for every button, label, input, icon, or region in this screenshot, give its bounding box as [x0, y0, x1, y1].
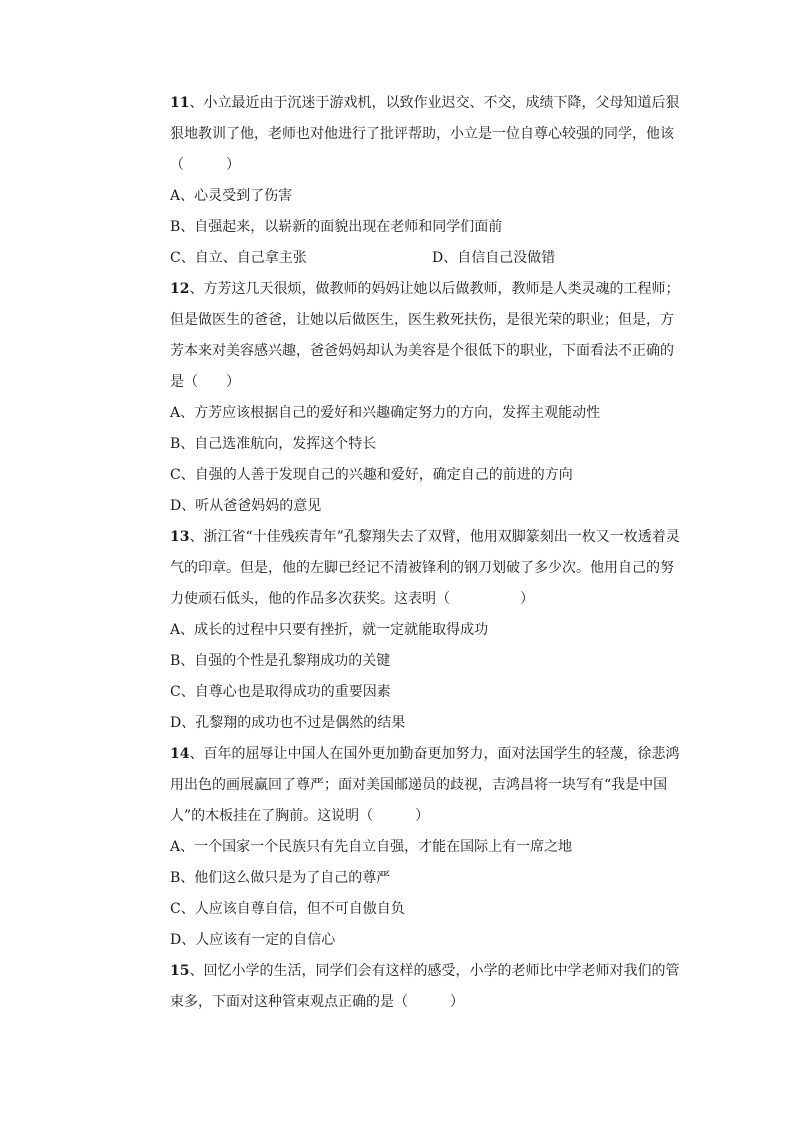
option-c: C、自强的人善于发现自己的兴趣和爱好，确定自己的前进的方向: [170, 467, 573, 483]
document-page: [170, 88, 680, 1018]
option-a: A、一个国家一个民族只有先自立自强，才能在国际上有一席之地: [170, 839, 573, 855]
question-11: [170, 88, 680, 274]
question-13: [170, 522, 680, 739]
option-row: [170, 243, 680, 274]
question-number: 15: [170, 963, 190, 979]
question-number: 13: [170, 529, 190, 545]
question-text: 、回忆小学的生活，同学们会有这样的感受，小学的老师比中学老师对我们的管束多，下面对这种管束观点正确的是（ ）: [170, 963, 680, 1010]
question-15: [170, 956, 680, 1018]
question-stem: [170, 88, 680, 181]
question-number: 12: [170, 281, 190, 297]
option-b: B、自己选准航向，发挥这个特长: [170, 436, 377, 452]
question-14: [170, 739, 680, 956]
option-a: A、成长的过程中只要有挫折，就一定就能取得成功: [170, 622, 489, 638]
option-c: C、自立、自己拿主张: [170, 250, 307, 266]
option-a: A、心灵受到了伤害: [170, 188, 293, 204]
option-b: B、自强的个性是孔黎翔成功的关键: [170, 653, 391, 669]
option-b: B、他们这么做只是为了自己的尊严: [170, 870, 391, 886]
question-stem: [170, 956, 680, 1018]
option-d: D、孔黎翔的成功也不过是偶然的结果: [170, 715, 406, 731]
option-d: D、听从爸爸妈妈的意见: [170, 498, 322, 514]
option-d: D、自信自己没做错: [432, 250, 556, 266]
question-stem: [170, 274, 680, 398]
question-text: 、百年的屈辱让中国人在国外更加勤奋更加努力，面对法国学生的轻蔑，徐悲鸿用出色的画展赢回了尊严；面对美国邮递员的歧视，吉鸿昌将一块写有“我是中国人”的木板挂在了胸前。这说明（ ）: [170, 746, 680, 824]
option-d: D、人应该有一定的自信心: [170, 932, 336, 948]
question-stem: [170, 739, 680, 832]
option-c: C、自尊心也是取得成功的重要因素: [170, 684, 391, 700]
question-text: 、小立最近由于沉迷于游戏机，以致作业迟交、不交，成绩下降，父母知道后狠狠地教训了他，老师也对他进行了批评帮助，小立是一位自尊心较强的同学，他该（ ）: [170, 95, 680, 173]
question-12: [170, 274, 680, 522]
question-stem: [170, 522, 680, 615]
question-text: 、浙江省“十佳残疾青年”孔黎翔失去了双臂，他用双脚篆刻出一枚又一枚透着灵气的印章。但是，他的左脚已经记不清被锋利的钢刀划破了多少次。他用自己的努力使顽石低头，他的作品多次获奖。这表明（ ）: [170, 529, 680, 607]
option-c: C、人应该自尊自信，但不可自傲自负: [170, 901, 405, 917]
option-a: A、方芳应该根据自己的爱好和兴趣确定努力的方向，发挥主观能动性: [170, 405, 601, 421]
question-number: 11: [170, 95, 190, 111]
question-number: 14: [170, 746, 190, 762]
question-text: 、方芳这几天很烦，做教师的妈妈让她以后做教师，教师是人类灵魂的工程师；但是做医生的爸爸，让她以后做医生，医生救死扶伤，是很光荣的职业；但是，方芳本来对美容感兴趣，爸爸妈妈却认为美容是个很低下的职业，下面看法不正确的是（ ）: [170, 281, 680, 390]
option-b: B、自强起来，以崭新的面貌出现在老师和同学们面前: [170, 219, 503, 235]
